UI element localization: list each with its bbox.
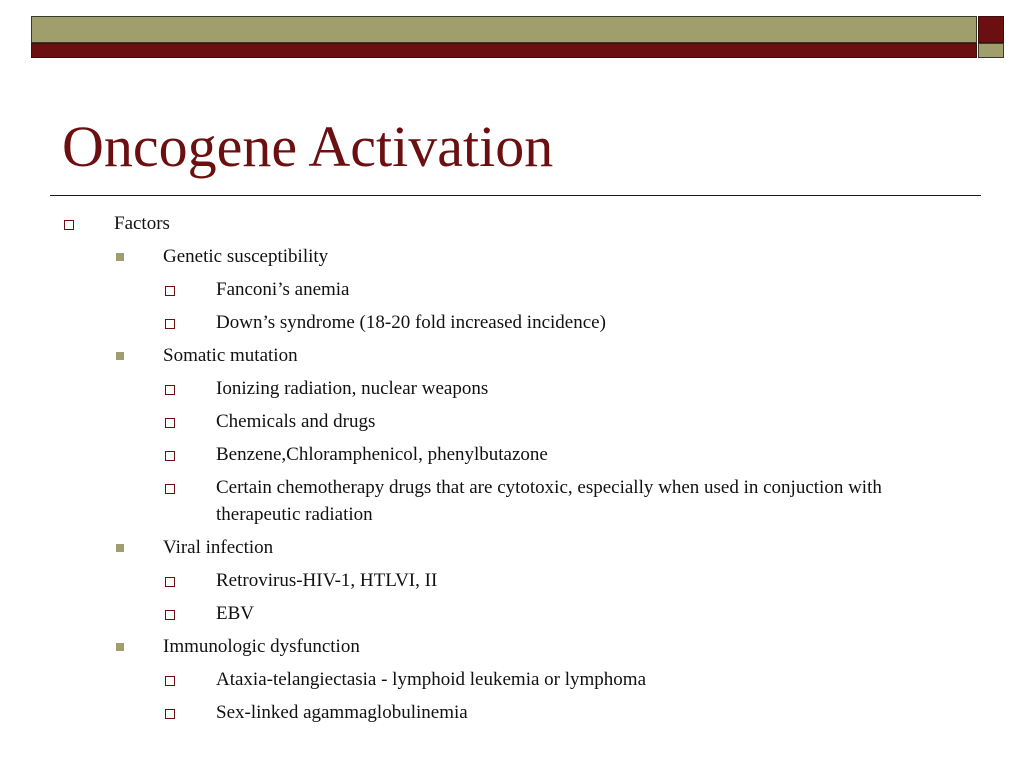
list-item-label: Ionizing radiation, nuclear weapons — [216, 378, 489, 399]
list-item — [0, 600, 896, 627]
list-item — [0, 474, 896, 528]
header-band-olive — [31, 16, 977, 43]
hollow-square-bullet-icon — [165, 577, 175, 587]
hollow-square-bullet-icon — [165, 610, 175, 620]
hollow-square-bullet-icon — [165, 286, 175, 296]
hollow-square-bullet-icon — [165, 709, 175, 719]
list-item-label: Fanconi’s anemia — [216, 279, 350, 300]
title-divider — [50, 195, 981, 196]
list-item-immunologic-dysfunction — [0, 633, 1024, 660]
list-item — [0, 567, 896, 594]
filled-square-bullet-icon — [116, 253, 124, 261]
list-item — [0, 666, 896, 693]
hollow-square-bullet-icon — [165, 418, 175, 428]
hollow-square-bullet-icon — [165, 484, 175, 494]
bullet-list — [0, 210, 1024, 732]
hollow-square-bullet-icon — [165, 676, 175, 686]
list-item-label: Benzene,Chloramphenicol, phenylbutazone — [216, 444, 548, 465]
list-item-factors — [0, 210, 1024, 237]
slide-title: Oncogene Activation — [62, 114, 554, 179]
list-item-somatic-mutation — [0, 342, 1024, 369]
hollow-square-bullet-icon — [165, 451, 175, 461]
list-item — [0, 375, 896, 402]
list-item-label: Ataxia-telangiectasia - lymphoid leukemia or lymphoma — [216, 669, 647, 690]
hollow-square-bullet-icon — [165, 319, 175, 329]
hollow-square-bullet-icon — [64, 220, 74, 230]
list-item-label: Somatic mutation — [163, 345, 298, 366]
list-item-genetic-susceptibility — [0, 243, 1024, 270]
list-item-label: Sex-linked agammaglobulinemia — [216, 702, 468, 723]
list-item-label: Factors — [114, 213, 170, 234]
filled-square-bullet-icon — [116, 352, 124, 360]
list-item-label: Immunologic dysfunction — [163, 636, 360, 657]
list-item-label: Chemicals and drugs — [216, 411, 376, 432]
list-item-label: Viral infection — [163, 537, 274, 558]
list-item — [0, 309, 896, 336]
filled-square-bullet-icon — [116, 643, 124, 651]
list-item-label: Genetic susceptibility — [163, 246, 329, 267]
list-item-label: Down’s syndrome (18-20 fold increased incidence) — [216, 312, 606, 333]
list-item-label: Certain chemotherapy drugs that are cytotoxic, especially when used in conjuction with therapeutic radiation — [216, 477, 882, 525]
filled-square-bullet-icon — [116, 544, 124, 552]
header-band-maroon — [31, 43, 977, 58]
list-item-label: Retrovirus-HIV-1, HTLVI, II — [216, 570, 438, 591]
hollow-square-bullet-icon — [165, 385, 175, 395]
list-item-label: EBV — [216, 603, 254, 624]
list-item-viral-infection — [0, 534, 1024, 561]
list-item — [0, 276, 896, 303]
list-item — [0, 408, 896, 435]
header-corner-olive — [978, 43, 1004, 58]
list-item — [0, 441, 896, 468]
list-item — [0, 699, 896, 726]
header-corner-maroon — [978, 16, 1004, 43]
